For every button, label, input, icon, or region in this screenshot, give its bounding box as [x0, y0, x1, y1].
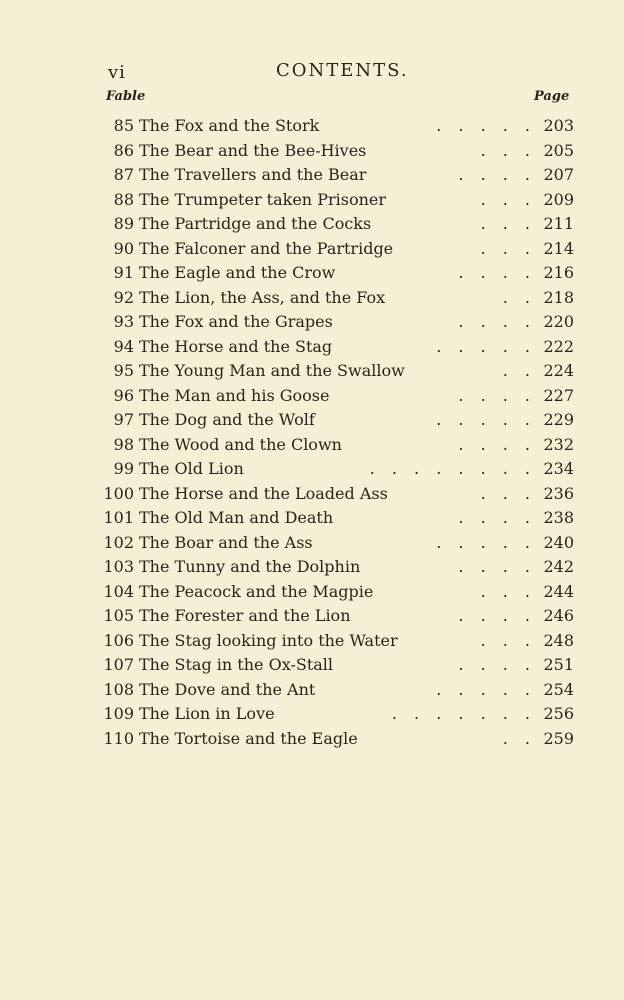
fable-number: 100	[103, 483, 134, 503]
fable-title: The Falconer and the Partridge	[139, 238, 394, 258]
fable-number: 95	[113, 361, 134, 380]
fable-number: 86	[113, 140, 134, 160]
fable-page: 248	[543, 630, 574, 650]
fable-page: 242	[543, 557, 574, 576]
fable-page: 251	[543, 655, 574, 674]
fable-number: 110	[103, 728, 134, 748]
fable-title: The Dog and the Wolf	[139, 410, 315, 429]
contents-row	[100, 212, 578, 237]
fable-title: The Boar and the Ass	[139, 532, 313, 552]
fable-page: 234	[543, 459, 574, 478]
dot-leader: . . . . .	[436, 116, 536, 135]
fable-title: The Eagle and the Crow	[139, 263, 336, 282]
fable-page: 238	[543, 508, 574, 527]
contents-row	[100, 139, 578, 164]
dot-leader: . . . .	[458, 263, 536, 282]
fable-title: The Horse and the Loaded Ass	[139, 483, 388, 503]
contents-row	[100, 506, 578, 531]
fable-number: 101	[103, 508, 134, 527]
fable-page: 259	[543, 728, 574, 748]
contents-row	[100, 188, 578, 213]
contents-row	[100, 604, 578, 629]
contents-row	[100, 555, 578, 580]
fable-number: 89	[113, 214, 134, 233]
dot-leader: . . . . . . .	[391, 704, 536, 723]
fable-page: 227	[543, 385, 574, 405]
fable-page: 236	[543, 483, 574, 503]
fable-page: 244	[543, 581, 574, 601]
dot-leader: . . . .	[458, 557, 536, 576]
contents-row	[100, 261, 578, 286]
contents-row	[100, 335, 578, 360]
dot-leader: . . .	[480, 630, 536, 650]
dot-leader: . . . .	[458, 434, 536, 454]
contents-row	[100, 457, 578, 482]
fable-number: 88	[113, 189, 134, 209]
contents-row	[100, 702, 578, 727]
fable-number: 107	[103, 655, 134, 674]
fable-column-header: Fable	[106, 89, 146, 104]
dot-leader: . . . .	[458, 165, 536, 184]
dot-leader: . . .	[480, 581, 536, 601]
fable-title: The Tortoise and the Eagle	[139, 728, 358, 748]
dot-leader: . . . . .	[436, 532, 536, 552]
dot-leader: . . .	[480, 189, 536, 209]
fable-number: 105	[103, 606, 134, 625]
fable-number: 93	[113, 312, 134, 331]
dot-leader: . .	[502, 287, 536, 307]
dot-leader: . . . . . . . .	[369, 459, 536, 478]
fable-title: The Stag looking into the Water	[139, 630, 398, 650]
contents-row	[100, 482, 578, 507]
fable-page: 209	[543, 189, 574, 209]
dot-leader: . . . .	[458, 508, 536, 527]
fable-number: 109	[103, 704, 134, 723]
fable-page: 214	[543, 238, 574, 258]
fable-number: 99	[113, 459, 134, 478]
dot-leader: . . . . .	[436, 410, 536, 429]
fable-title: The Partridge and the Cocks	[139, 214, 372, 233]
dot-leader: . . . .	[458, 385, 536, 405]
fable-page: 203	[543, 116, 574, 135]
dot-leader: . .	[502, 361, 536, 380]
fable-title: The Fox and the Stork	[139, 116, 320, 135]
contents-row	[100, 727, 578, 752]
dot-leader: . . .	[480, 238, 536, 258]
fable-page: 205	[543, 140, 574, 160]
fable-title: The Trumpeter taken Prisoner	[139, 189, 386, 209]
dot-leader: . .	[502, 728, 536, 748]
contents-row	[100, 310, 578, 335]
fable-number: 92	[113, 287, 134, 307]
fable-title: The Wood and the Clown	[139, 434, 342, 454]
fable-page: 216	[543, 263, 574, 282]
fable-page: 218	[543, 287, 574, 307]
fable-page: 240	[543, 532, 574, 552]
fable-title: The Fox and the Grapes	[139, 312, 333, 331]
fable-title: The Man and his Goose	[139, 385, 330, 405]
fable-number: 87	[113, 165, 134, 184]
contents-list	[100, 114, 578, 751]
page-title: CONTENTS.	[276, 60, 409, 81]
contents-row	[100, 678, 578, 703]
fable-page: 246	[543, 606, 574, 625]
dot-leader: . . .	[480, 214, 536, 233]
dot-leader: . . . .	[458, 606, 536, 625]
fable-number: 91	[113, 263, 134, 282]
fable-page: 232	[543, 434, 574, 454]
fable-page: 229	[543, 410, 574, 429]
fable-title: The Forester and the Lion	[139, 606, 351, 625]
contents-row	[100, 531, 578, 556]
contents-row	[100, 163, 578, 188]
fable-number: 90	[113, 238, 134, 258]
dot-leader: . . . . .	[436, 679, 536, 699]
fable-page: 224	[543, 361, 574, 380]
fable-page: 256	[543, 704, 574, 723]
page-number: vi	[108, 62, 126, 83]
contents-row	[100, 580, 578, 605]
fable-title: The Horse and the Stag	[139, 336, 333, 356]
fable-title: The Travellers and the Bear	[139, 165, 367, 184]
dot-leader: . . .	[480, 140, 536, 160]
contents-row	[100, 359, 578, 384]
fable-page: 254	[543, 679, 574, 699]
fable-number: 96	[113, 385, 134, 405]
fable-title: The Young Man and the Swallow	[139, 361, 405, 380]
fable-number: 85	[113, 116, 134, 135]
fable-title: The Peacock and the Magpie	[139, 581, 374, 601]
contents-row	[100, 114, 578, 139]
fable-title: The Old Man and Death	[139, 508, 334, 527]
fable-page: 222	[543, 336, 574, 356]
fable-title: The Lion, the Ass, and the Fox	[139, 287, 386, 307]
fable-title: The Dove and the Ant	[139, 679, 316, 699]
fable-title: The Stag in the Ox-Stall	[139, 655, 334, 674]
fable-number: 98	[113, 434, 134, 454]
page-column-header: Page	[534, 89, 570, 104]
fable-number: 104	[103, 581, 134, 601]
fable-number: 97	[113, 410, 134, 429]
fable-number: 103	[103, 557, 134, 576]
fable-title: The Lion in Love	[139, 704, 275, 723]
contents-row	[100, 408, 578, 433]
fable-page: 211	[543, 214, 574, 233]
contents-row	[100, 237, 578, 262]
dot-leader: . . . .	[458, 655, 536, 674]
dot-leader: . . . . .	[436, 336, 536, 356]
fable-title: The Bear and the Bee-Hives	[139, 140, 367, 160]
contents-row	[100, 629, 578, 654]
contents-row	[100, 384, 578, 409]
dot-leader: . . . .	[458, 312, 536, 331]
dot-leader: . . .	[480, 483, 536, 503]
fable-page: 220	[543, 312, 574, 331]
fable-number: 106	[103, 630, 134, 650]
fable-number: 108	[103, 679, 134, 699]
fable-page: 207	[543, 165, 574, 184]
fable-title: The Tunny and the Dolphin	[139, 557, 361, 576]
fable-number: 102	[103, 532, 134, 552]
contents-row	[100, 286, 578, 311]
contents-row	[100, 433, 578, 458]
fable-number: 94	[113, 336, 134, 356]
fable-title: The Old Lion	[139, 459, 244, 478]
contents-row	[100, 653, 578, 678]
